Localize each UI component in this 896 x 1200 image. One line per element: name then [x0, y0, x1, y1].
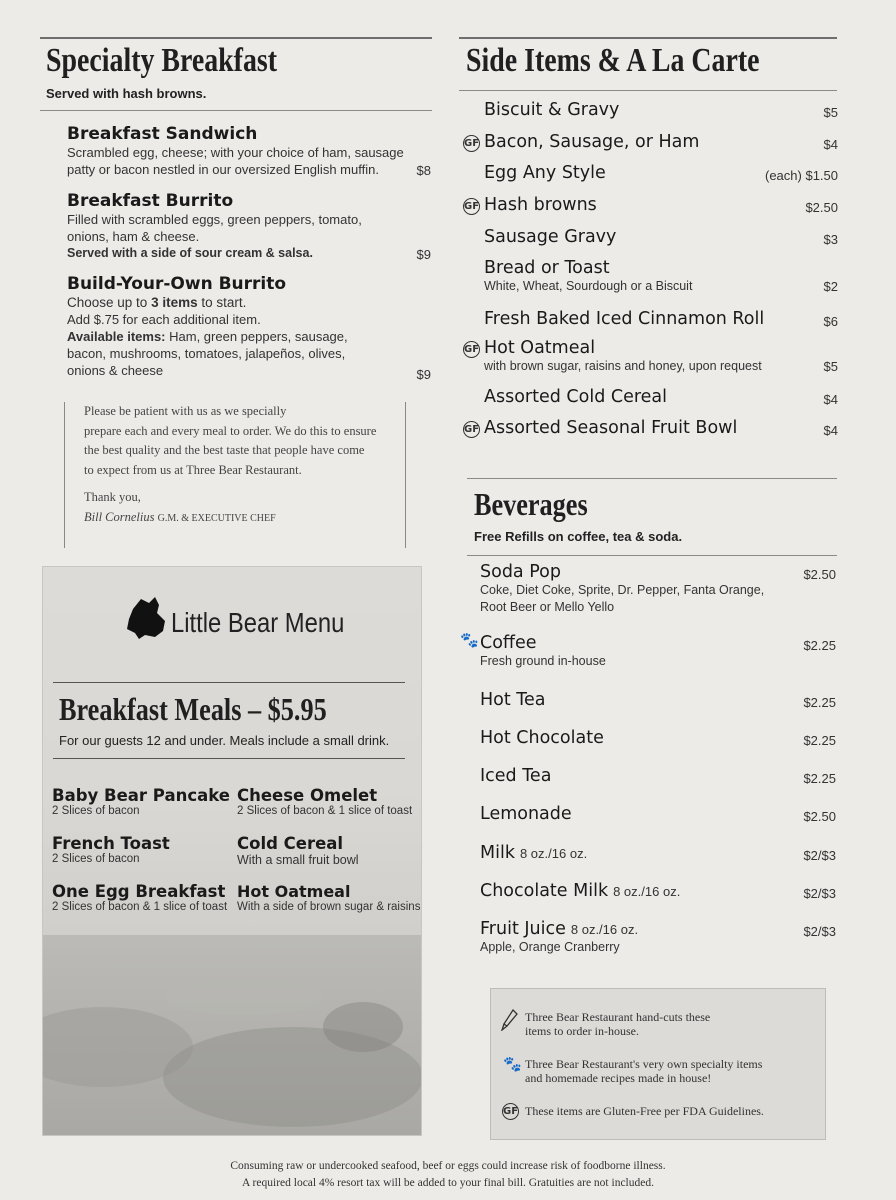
knife-icon — [501, 1009, 519, 1031]
kids-item-desc: With a side of brown sugar & raisins — [237, 901, 421, 913]
item-name: Soda Pop — [480, 562, 561, 582]
kids-item — [52, 786, 230, 817]
side-item — [484, 387, 838, 407]
item-name: Bacon, Sausage, or Ham — [484, 132, 700, 152]
side-item — [464, 132, 838, 152]
beverages-title: Beverages — [474, 486, 588, 522]
kids-item-name: Hot Oatmeal — [237, 882, 351, 901]
beverage-item — [460, 632, 836, 670]
menu-item — [67, 274, 437, 382]
beverage-item — [480, 843, 836, 863]
item-desc: Coke, Diet Coke, Sprite, Dr. Pepper, Fanta Orange, Root Beer or Mello Yello — [480, 583, 765, 614]
kids-item-desc: With a small fruit bowl — [237, 853, 359, 867]
side-item — [464, 418, 838, 438]
rocky-landscape-illustration — [43, 927, 421, 1135]
item-desc: Filled with scrambled eggs, green peppers, tomato, onions, ham & cheese. — [67, 212, 362, 244]
item-name: Lemonade — [480, 804, 572, 824]
legend-knife-text: Three Bear Restaurant hand-cuts these items to order in-house. — [525, 1010, 711, 1038]
item-desc: Add $.75 for each additional item. — [67, 312, 261, 327]
item-name: Biscuit & Gravy — [484, 100, 620, 120]
item-price: $5 — [823, 359, 838, 374]
legend-paw-text: Three Bear Restaurant's very own specialty items and homemade recipes made in house! — [525, 1057, 763, 1085]
note-line: the best quality and the best taste that people have come — [84, 443, 365, 457]
meals-subtitle: For our guests 12 and under. Meals include a small drink. — [59, 733, 390, 748]
side-item — [484, 100, 838, 120]
menu-item — [67, 191, 437, 262]
item-price: $2.50 — [803, 809, 836, 824]
paw-icon: 🐾 — [460, 632, 479, 649]
item-price: $2/$3 — [803, 886, 836, 901]
item-name: Iced Tea — [480, 766, 552, 786]
kids-item-name: One Egg Breakfast — [52, 882, 226, 901]
beverage-item — [480, 766, 836, 786]
item-desc: with brown sugar, raisins and honey, upon request — [484, 359, 762, 373]
item-price: $4 — [823, 137, 838, 152]
item-price: $2.50 — [803, 567, 836, 582]
item-name: Assorted Cold Cereal — [484, 387, 668, 407]
bear-logo-icon — [125, 595, 167, 639]
kids-item — [52, 882, 227, 913]
side-item — [464, 195, 838, 215]
legend-gf-text: These items are Gluten-Free per FDA Guidelines. — [525, 1104, 764, 1118]
item-price: $3 — [823, 232, 838, 247]
item-desc-bold: Available items: — [67, 329, 166, 344]
item-name: Assorted Seasonal Fruit Bowl — [484, 418, 738, 438]
beverage-item — [480, 881, 836, 901]
item-name: Bread or Toast — [484, 258, 610, 278]
footer-warning: Consuming raw or undercooked seafood, beef or eggs could increase risk of foodborne illness. — [230, 1160, 666, 1172]
gluten-free-icon: GF — [502, 1103, 519, 1120]
item-name: Egg Any Style — [484, 163, 606, 183]
item-name: Build-Your-Own Burrito — [67, 274, 287, 294]
paw-icon: 🐾 — [503, 1056, 522, 1073]
beverage-item — [480, 804, 836, 824]
beverage-item — [480, 690, 836, 710]
kids-item-name: Baby Bear Pancake — [52, 786, 230, 805]
item-name: Breakfast Burrito — [67, 191, 234, 211]
item-name: Breakfast Sandwich — [67, 124, 258, 144]
kids-item-name: French Toast — [52, 834, 170, 853]
item-price: $2.25 — [803, 733, 836, 748]
side-item — [464, 338, 838, 375]
gluten-free-icon: GF — [463, 421, 480, 438]
top-rule-right — [459, 37, 837, 39]
item-desc-extra: Served with a side of sour cream & salsa. — [67, 246, 313, 260]
panel-rule — [53, 758, 405, 759]
item-price: $4 — [823, 392, 838, 407]
note-line: Please be patient with us as we specially — [84, 404, 287, 418]
item-price: $9 — [416, 247, 431, 262]
beverages-rule — [467, 555, 837, 556]
item-name: Hot Tea — [480, 690, 546, 710]
kids-item-desc: 2 Slices of bacon — [52, 853, 140, 865]
item-desc: White, Wheat, Sourdough or a Biscuit — [484, 279, 693, 293]
item-name: Hot Chocolate — [480, 728, 604, 748]
kids-item-desc: 2 Slices of bacon — [52, 805, 140, 817]
note-line: to expect from us at Three Bear Restaurant. — [84, 462, 302, 477]
beverage-item — [480, 562, 836, 616]
gluten-free-icon: GF — [463, 198, 480, 215]
note-line: prepare each and every meal to order. We do this to ensure — [84, 423, 377, 438]
item-size: 8 oz./16 oz. — [570, 922, 639, 937]
side-item — [484, 163, 838, 183]
item-price: $2/$3 — [803, 924, 836, 939]
menu-item — [67, 124, 437, 178]
top-rule-left — [40, 37, 432, 39]
item-price: $2.25 — [803, 695, 836, 710]
item-name: Chocolate Milk — [480, 881, 609, 901]
item-size: 8 oz./16 oz. — [613, 884, 681, 899]
beverages-top-rule — [467, 478, 837, 479]
kids-item — [237, 882, 420, 913]
beverages-subtitle: Free Refills on coffee, tea & soda. — [474, 529, 683, 544]
item-desc: Fresh ground in-house — [480, 654, 606, 668]
side-item — [484, 258, 838, 295]
specialty-subtitle: Served with hash browns. — [46, 86, 207, 101]
item-desc: to start. — [197, 295, 247, 310]
item-desc: Apple, Orange Cranberry — [480, 940, 620, 954]
item-desc: Scrambled egg, cheese; with your choice of ham, sausage patty or bacon nestled in our oversized English muffin. — [67, 145, 404, 177]
item-name: Hash browns — [484, 195, 597, 215]
item-name: Hot Oatmeal — [484, 338, 596, 358]
beverage-item — [480, 919, 836, 956]
specialty-title: Specialty Breakfast — [46, 42, 278, 79]
sides-rule — [459, 90, 837, 91]
note-thanks: Thank you, — [84, 490, 141, 504]
item-price: $5 — [823, 105, 838, 120]
chef-note — [64, 402, 406, 548]
legend-box — [490, 988, 826, 1140]
item-desc: Ham, green peppers, sausage, bacon, mushrooms, tomatoes, jalapeños, olives, onions & cheese — [67, 329, 348, 378]
sides-title: Side Items & A La Carte — [466, 42, 760, 79]
meals-title: Breakfast Meals – $5.95 — [59, 691, 327, 727]
item-price: $2.25 — [803, 638, 836, 653]
gluten-free-icon: GF — [463, 135, 480, 152]
little-bear-panel — [42, 566, 422, 1136]
item-price: (each) $1.50 — [765, 168, 838, 183]
item-desc-bold: 3 items — [151, 295, 198, 310]
item-name: Fresh Baked Iced Cinnamon Roll — [484, 309, 765, 329]
kids-item — [237, 786, 412, 817]
panel-rule — [53, 682, 405, 683]
kids-item-name: Cold Cereal — [237, 834, 344, 853]
kids-item-desc: 2 Slices of bacon & 1 slice of toast — [52, 901, 228, 913]
note-role: G.M. & EXECUTIVE CHEF — [157, 512, 276, 524]
note-signature: Bill Cornelius — [84, 509, 155, 524]
item-desc: Choose up to — [67, 295, 152, 310]
item-price: $9 — [416, 367, 431, 382]
gluten-free-icon: GF — [463, 341, 480, 358]
kids-item — [237, 834, 359, 867]
item-price: $4 — [823, 423, 838, 438]
item-name: Milk — [480, 843, 515, 863]
item-price: $6 — [823, 314, 838, 329]
item-price: $2/$3 — [803, 848, 836, 863]
item-price: $2.50 — [805, 200, 838, 215]
item-name: Fruit Juice — [480, 919, 566, 939]
item-size: 8 oz./16 oz. — [519, 846, 588, 861]
kids-item — [52, 834, 170, 865]
item-price: $8 — [416, 163, 431, 178]
beverage-item — [480, 728, 836, 748]
item-price: $2 — [823, 279, 838, 294]
kids-item-desc: 2 Slices of bacon & 1 slice of toast — [237, 805, 413, 817]
kids-item-name: Cheese Omelet — [237, 786, 378, 805]
side-item — [484, 227, 838, 247]
item-price: $2.25 — [803, 771, 836, 786]
little-bear-title: Little Bear Menu — [171, 607, 345, 638]
side-item — [484, 309, 838, 329]
footer-tax: A required local 4% resort tax will be added to your final bill. Gratuities are not included. — [242, 1177, 654, 1189]
item-name: Coffee — [480, 633, 537, 653]
item-name: Sausage Gravy — [484, 227, 617, 247]
specialty-rule — [40, 110, 432, 111]
